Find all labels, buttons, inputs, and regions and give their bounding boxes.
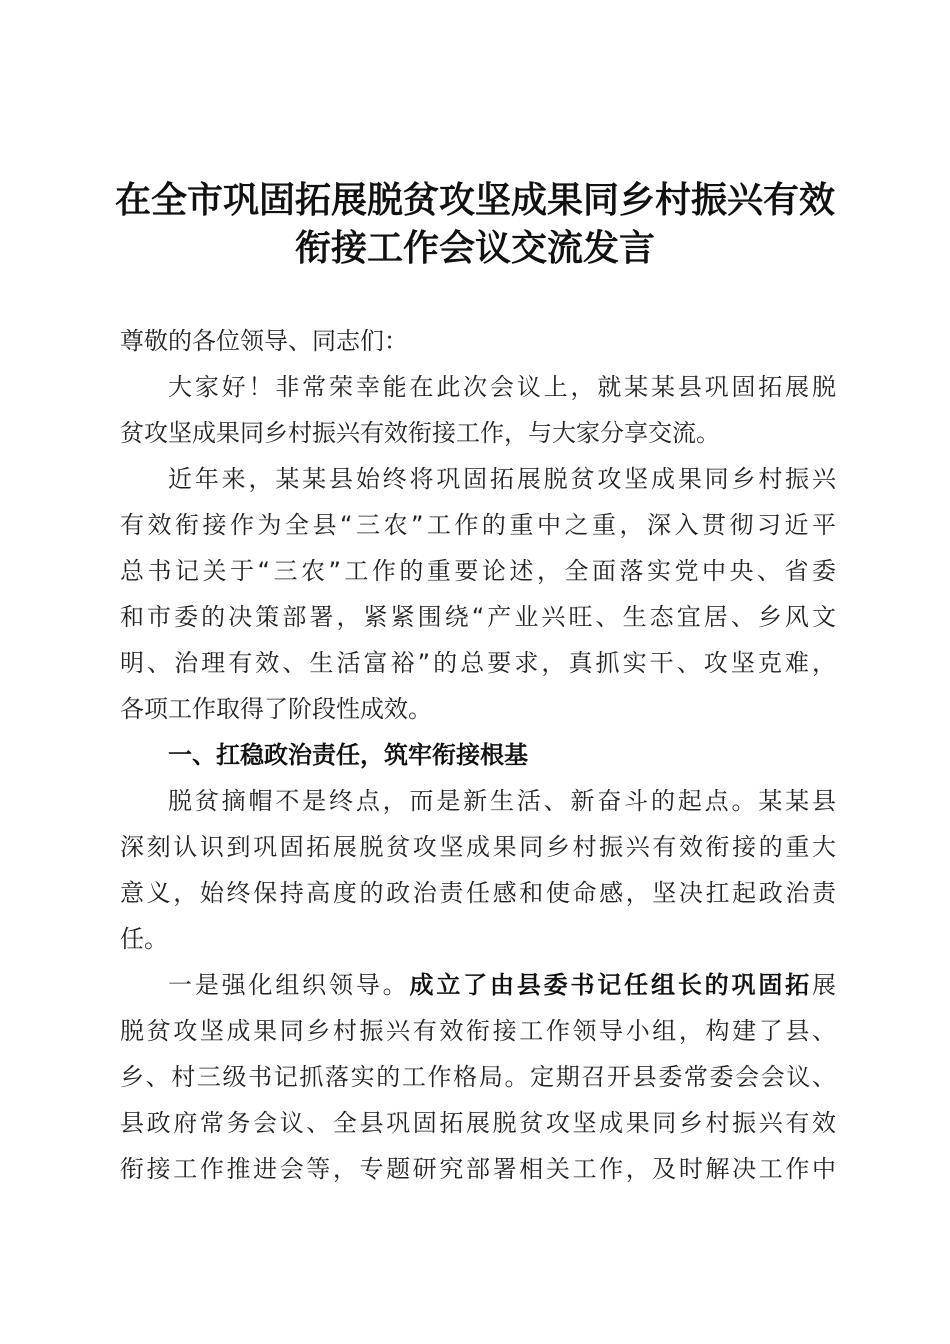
paragraph-line: 大家好！非常荣幸能在此次会议上，就某某县巩固拓展脱 [168,373,836,401]
paragraph-line: 近年来，某某县始终将巩固拓展脱贫攻坚成果同乡村振兴 [168,465,836,493]
paragraph-line: 贫攻坚成果同乡村振兴有效衔接工作，与大家分享交流。 [120,419,720,447]
paragraph-line: 和市委的决策部署，紧紧围绕“产业兴旺、生态宜居、乡风文 [120,603,836,631]
salutation: 尊敬的各位领导、同志们： [120,327,408,355]
paragraph-line-mixed [168,962,836,1008]
paragraph-line: 任。 [120,925,168,953]
paragraph-line: 乡、村三级书记抓落实的工作格局。定期召开县委常委会会议、 [120,1063,836,1091]
document-title-line-2: 衔接工作会议交流发言 [294,227,655,269]
paragraph-line: 各项工作取得了阶段性成效。 [120,695,432,723]
paragraph-line: 有效衔接作为全县“三农”工作的重中之重，深入贯彻习近平 [120,511,836,539]
subpoint-lead: 一是强化组织领导。 [168,971,410,999]
paragraph-line: 明、治理有效、生活富裕”的总要求，真抓实干、攻坚克难， [120,649,836,677]
paragraph-line: 意义，始终保持高度的政治责任感和使命感，坚决扛起政治责 [120,879,836,907]
document-title-line-1: 在全市巩固拓展脱贫攻坚成果同乡村振兴有效 [114,179,835,221]
paragraph-line: 深刻认识到巩固拓展脱贫攻坚成果同乡村振兴有效衔接的重大 [120,833,836,861]
paragraph-line: 脱贫攻坚成果同乡村振兴有效衔接工作领导小组，构建了县、 [120,1017,836,1045]
subpoint-tail: 展 [812,971,836,999]
paragraph-line: 县政府常务会议、全县巩固拓展脱贫攻坚成果同乡村振兴有效 [120,1109,836,1137]
paragraph-line: 衔接工作推进会等，专题研究部署相关工作，及时解决工作中 [120,1155,836,1183]
section-heading: 一、扛稳政治责任，筑牢衔接根基 [168,741,528,769]
paragraph-line: 总书记关于“三农”工作的重要论述，全面落实党中央、省委 [120,557,836,585]
subpoint-bold-text: 成立了由县委书记任组长的巩固拓 [409,971,812,999]
paragraph-line: 脱贫摘帽不是终点，而是新生活、新奋斗的起点。某某县 [168,787,836,815]
